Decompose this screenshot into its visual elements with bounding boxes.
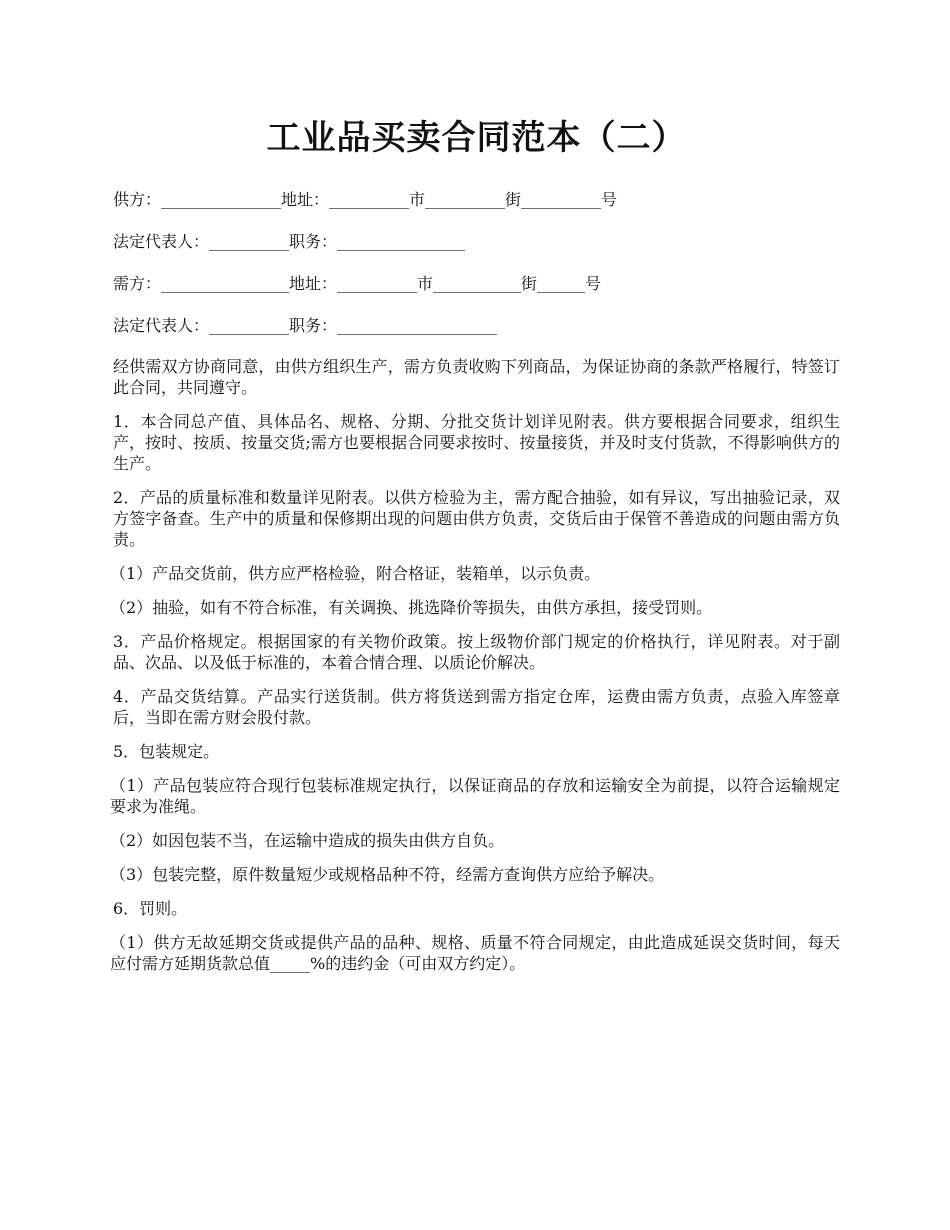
contract-clause-1: 1．本合同总产值、具体品名、规格、分期、分批交货计划详见附表。供方要根据合同要求，组织生产，按时、按质、按量交货;需方也要根据合同要求按时、按量接货，并及时支付货款，不得影响供方的生产。 xyxy=(113,412,840,473)
contract-subclause-2-1: （1）产品交货前，供方应严格检验，附合格证，装箱单，以示负责。 xyxy=(110,564,601,583)
contract-clause-2: 2．产品的质量标准和数量详见附表。以供方检验为主，需方配合抽验，如有异议，写出抽验记录，双方签字备查。生产中的质量和保修期出现的问题由供方负责，交货后由于保管不善造成的问题由需方负责。 xyxy=(113,488,840,549)
contract-subclause-6-1: （1）供方无故延期交货或提供产品的品种、规格、质量不符合同规定，由此造成延误交货时间，每天应付需方延期货款总值_____%的违约金（可由双方约定）。 xyxy=(110,933,840,973)
contract-clause-3: 3．产品价格规定。根据国家的有关物价政策。按上级物价部门规定的价格执行，详见附表。对于副品、次品、以及低于标准的，本着合情合理、以质论价解决。 xyxy=(113,632,840,672)
contract-clause-4: 4．产品交货结算。产品实行送货制。供方将货送到需方指定仓库，运费由需方负责，点验入库签章后，当即在需方财会股付款。 xyxy=(113,687,840,727)
buyer-info-line: 需方：________________地址：__________市___________街______号 xyxy=(113,274,602,293)
document-title: 工业品买卖合同范本（二） xyxy=(266,118,687,158)
contract-subclause-5-2: （2）如因包装不当，在运输中造成的损失由供方自负。 xyxy=(110,831,505,850)
contract-clause-6: 6．罚则。 xyxy=(113,899,188,918)
contract-subclause-5-1: （1）产品包装应符合现行包装标准规定执行，以保证商品的存放和运输安全为前提，以符合运输规定要求为准绳。 xyxy=(110,776,840,816)
supplier-representative-line: 法定代表人：__________职务：________________ xyxy=(113,232,466,251)
agreement-intro-paragraph: 经供需双方协商同意，由供方组织生产，需方负责收购下列商品，为保证协商的条款严格履行，特签订此合同，共同遵守。 xyxy=(113,357,840,397)
document-content xyxy=(110,110,840,987)
contract-subclause-5-3: （3）包装完整，原件数量短少或规格品种不符，经需方查询供方应给予解决。 xyxy=(110,865,665,884)
supplier-info-line: 供方：_______________地址：__________市__________街__________号 xyxy=(113,190,618,209)
contract-subclause-2-2: （2）抽验，如有不符合标准，有关调换、挑选降价等损失，由供方承担，接受罚则。 xyxy=(110,598,713,617)
contract-clause-5: 5．包装规定。 xyxy=(113,742,220,761)
buyer-representative-line: 法定代表人：__________职务：____________________ xyxy=(113,316,498,335)
